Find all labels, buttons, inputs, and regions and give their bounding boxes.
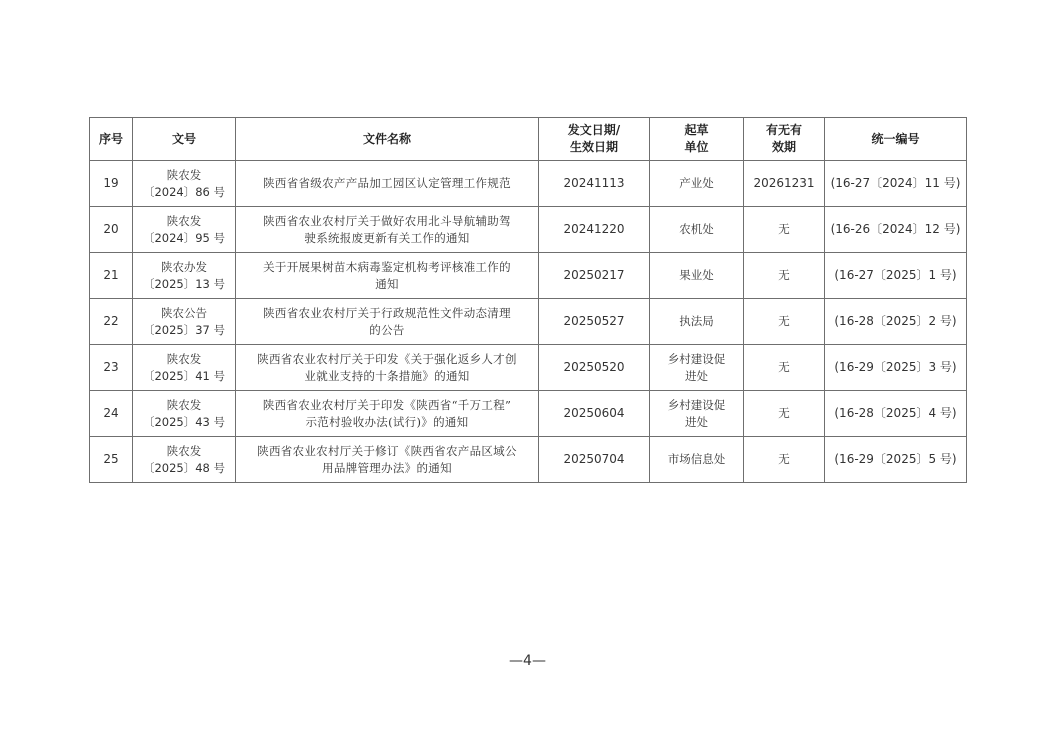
cell-code: (16-28〔2025〕2 号) xyxy=(825,299,967,345)
cell-seq: 23 xyxy=(90,345,133,391)
header-validity: 有无有 效期 xyxy=(744,118,825,161)
cell-validity: 无 xyxy=(744,299,825,345)
cell-date: 20250604 xyxy=(539,391,650,437)
cell-unit: 农机处 xyxy=(650,207,744,253)
cell-unit: 市场信息处 xyxy=(650,437,744,483)
cell-code: (16-27〔2024〕11 号) xyxy=(825,161,967,207)
cell-seq: 25 xyxy=(90,437,133,483)
cell-unit: 产业处 xyxy=(650,161,744,207)
cell-date: 20250704 xyxy=(539,437,650,483)
table-row xyxy=(90,161,967,207)
cell-title: 陕西省农业农村厅关于修订《陕西省农产品区域公 用品牌管理办法》的通知 xyxy=(236,437,539,483)
cell-seq: 21 xyxy=(90,253,133,299)
cell-unit: 乡村建设促 进处 xyxy=(650,345,744,391)
table-row xyxy=(90,299,967,345)
cell-seq: 24 xyxy=(90,391,133,437)
table-body xyxy=(90,161,967,483)
header-title: 文件名称 xyxy=(236,118,539,161)
cell-unit: 执法局 xyxy=(650,299,744,345)
table-row xyxy=(90,391,967,437)
cell-seq: 22 xyxy=(90,299,133,345)
table-header xyxy=(90,118,967,161)
header-date: 发文日期/ 生效日期 xyxy=(539,118,650,161)
cell-unit: 果业处 xyxy=(650,253,744,299)
table-row xyxy=(90,345,967,391)
cell-code: (16-26〔2024〕12 号) xyxy=(825,207,967,253)
cell-validity: 无 xyxy=(744,437,825,483)
cell-doc-no: 陕农发 〔2024〕95 号 xyxy=(133,207,236,253)
cell-code: (16-27〔2025〕1 号) xyxy=(825,253,967,299)
table-row xyxy=(90,207,967,253)
cell-code: (16-29〔2025〕5 号) xyxy=(825,437,967,483)
cell-doc-no: 陕农发 〔2025〕41 号 xyxy=(133,345,236,391)
cell-code: (16-28〔2025〕4 号) xyxy=(825,391,967,437)
header-unit: 起草 单位 xyxy=(650,118,744,161)
cell-title: 陕西省农业农村厅关于印发《陕西省“千万工程” 示范村验收办法(试行)》的通知 xyxy=(236,391,539,437)
cell-title: 关于开展果树苗木病毒鉴定机构考评核准工作的 通知 xyxy=(236,253,539,299)
cell-code: (16-29〔2025〕3 号) xyxy=(825,345,967,391)
cell-date: 20250527 xyxy=(539,299,650,345)
cell-doc-no: 陕农发 〔2025〕43 号 xyxy=(133,391,236,437)
cell-date: 20241113 xyxy=(539,161,650,207)
header-doc-no: 文号 xyxy=(133,118,236,161)
cell-doc-no: 陕农公告 〔2025〕37 号 xyxy=(133,299,236,345)
cell-date: 20250520 xyxy=(539,345,650,391)
cell-doc-no: 陕农办发 〔2025〕13 号 xyxy=(133,253,236,299)
cell-doc-no: 陕农发 〔2025〕48 号 xyxy=(133,437,236,483)
cell-validity: 无 xyxy=(744,345,825,391)
documents-table xyxy=(89,117,967,483)
cell-title: 陕西省农业农村厅关于行政规范性文件动态清理 的公告 xyxy=(236,299,539,345)
cell-date: 20241220 xyxy=(539,207,650,253)
cell-title: 陕西省农业农村厅关于做好农用北斗导航辅助驾 驶系统报废更新有关工作的通知 xyxy=(236,207,539,253)
cell-validity: 20261231 xyxy=(744,161,825,207)
table-row xyxy=(90,253,967,299)
cell-title: 陕西省农业农村厅关于印发《关于强化返乡人才创 业就业支持的十条措施》的通知 xyxy=(236,345,539,391)
table-row xyxy=(90,437,967,483)
cell-date: 20250217 xyxy=(539,253,650,299)
cell-validity: 无 xyxy=(744,207,825,253)
cell-validity: 无 xyxy=(744,253,825,299)
header-seq: 序号 xyxy=(90,118,133,161)
cell-unit: 乡村建设促 进处 xyxy=(650,391,744,437)
page-number: —4— xyxy=(509,653,546,669)
cell-seq: 19 xyxy=(90,161,133,207)
cell-doc-no: 陕农发 〔2024〕86 号 xyxy=(133,161,236,207)
cell-validity: 无 xyxy=(744,391,825,437)
cell-title: 陕西省省级农产产品加工园区认定管理工作规范 xyxy=(236,161,539,207)
header-code: 统一编号 xyxy=(825,118,967,161)
header-row xyxy=(90,118,967,161)
cell-seq: 20 xyxy=(90,207,133,253)
